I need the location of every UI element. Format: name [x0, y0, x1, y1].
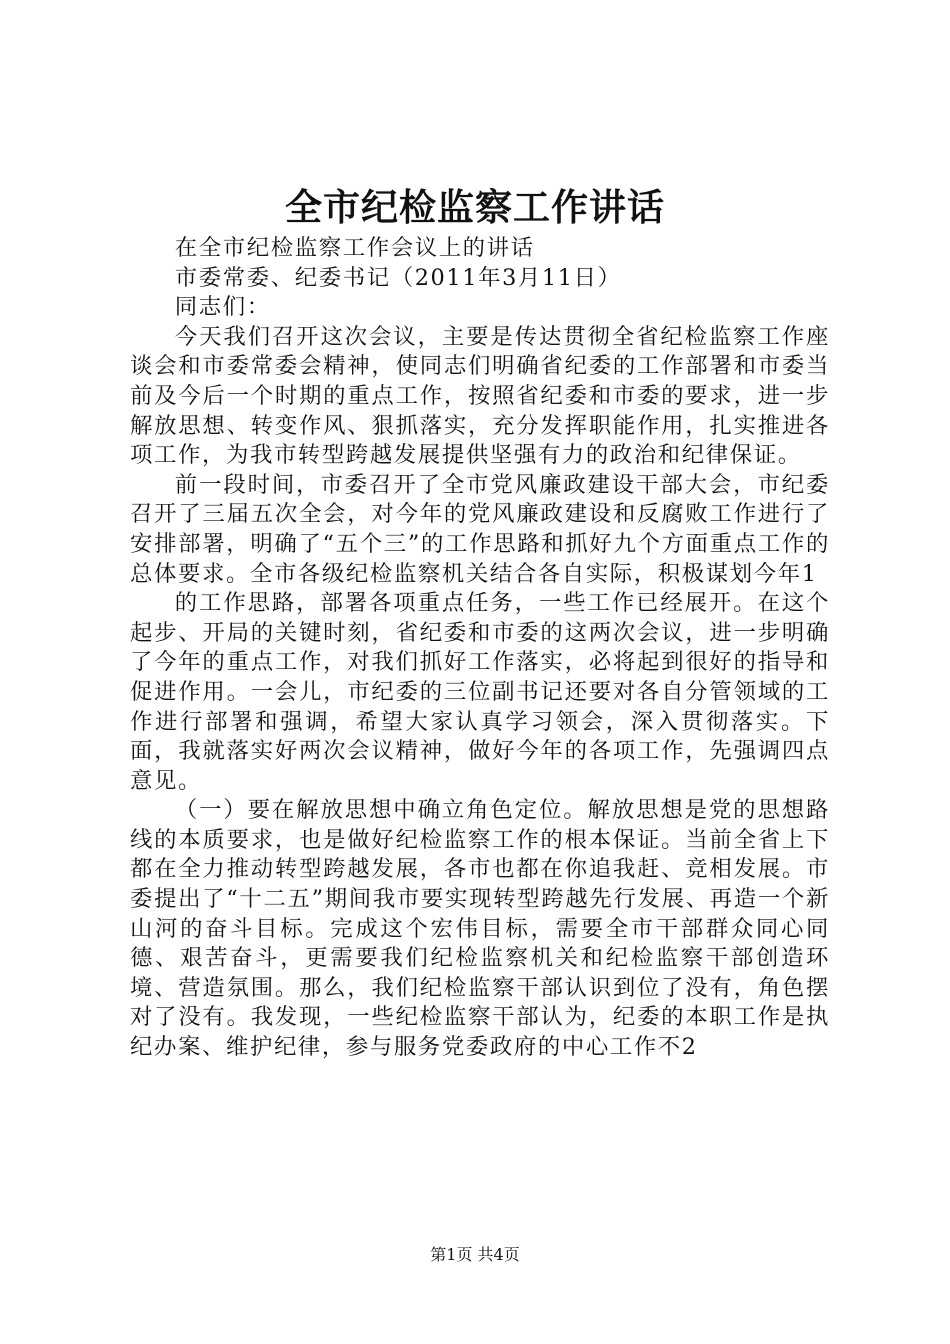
paragraph: 前一段时间，市委召开了全市党风廉政建设干部大会，市纪委召开了三届五次全会，对今年的党风廉政建设和反腐败工作进行了安排部署，明确了“五个三”的工作思路和抓好九个方面重点工作的总体要求。全市各级纪检监察机关结合各自实际，积极谋划今年1 — [130, 471, 830, 587]
document-body — [130, 234, 830, 1063]
paragraph: 今天我们召开这次会议，主要是传达贯彻全省纪检监察工作座谈会和市委常委会精神，使同志们明确省纪委的工作部署和市委当前及今后一个时期的重点工作，按照省纪委和市委的要求，进一步解放思想、转变作风、狠抓落实，充分发挥职能作用，扎实推进各项工作，为我市转型跨越发展提供坚强有力的政治和纪律保证。 — [130, 323, 830, 469]
paragraph: （一）要在解放思想中确立角色定位。解放思想是党的思想路线的本质要求，也是做好纪检监察工作的根本保证。当前全省上下都在全力推动转型跨越发展，各市也都在你追我赶、竞相发展。市委提出了“十二五”期间我市要实现转型跨越先行发展、再造一个新山河的奋斗目标。完成这个宏伟目标，需要全市干部群众同心同德、艰苦奋斗，更需要我们纪检监察机关和纪检监察干部创造环境、营造氛围。那么，我们纪检监察干部认识到位了没有，角色摆对了没有。我发现，一些纪检监察干部认为，纪委的本职工作是执纪办案、维护纪律，参与服务党委政府的中心工作不2 — [130, 797, 830, 1061]
speaker-line: 市委常委、纪委书记（2011年3月11日） — [174, 264, 622, 291]
speech-subtitle: 在全市纪检监察工作会议上的讲话 — [174, 235, 535, 261]
salutation: 同志们： — [174, 294, 271, 321]
page-footer: 第1页 共4页 — [430, 1245, 520, 1264]
paragraph: 的工作思路，部署各项重点任务，一些工作已经展开。在这个起步、开局的关键时刻，省纪委和市委的这两次会议，进一步明确了今年的重点工作，对我们抓好工作落实，必将起到很好的指导和促进作用。一会儿，市纪委的三位副书记还要对各自分管领域的工作进行部署和强调，希望大家认真学习领会，深入贯彻落实。下面，我就落实好两次会议精神，做好今年的各项工作，先强调四点意见。 — [130, 590, 830, 794]
page-title: 全市纪检监察工作讲话 — [285, 185, 665, 229]
